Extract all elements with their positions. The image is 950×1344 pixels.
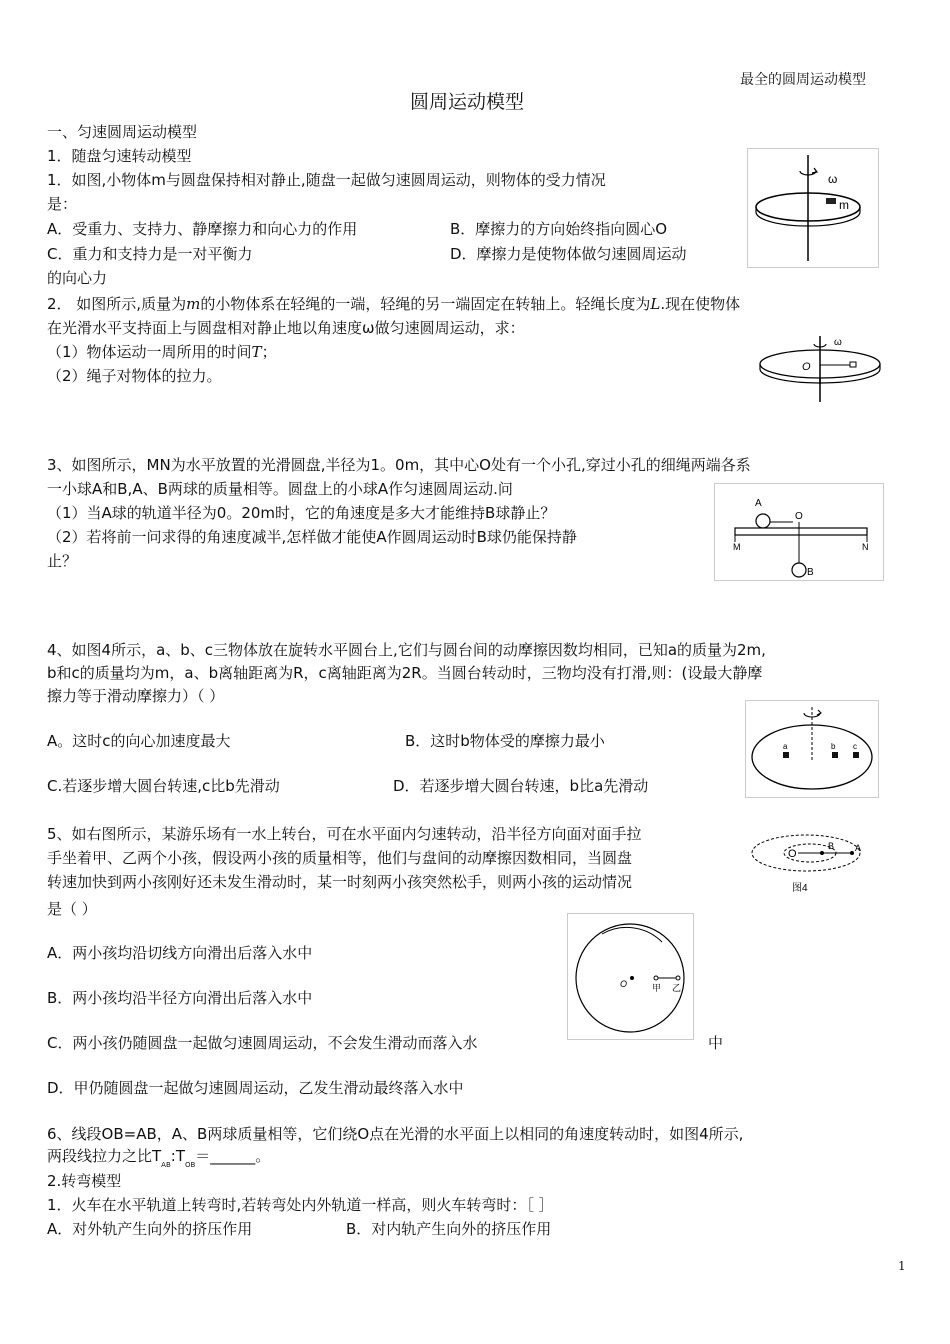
running-header: 最全的圆周运动模型 bbox=[740, 72, 866, 88]
q2-stem-line1 bbox=[47, 294, 740, 314]
q6-subscript-ab: AB bbox=[161, 1161, 171, 1169]
q2-part1 bbox=[47, 342, 277, 362]
q5-option-b: B．两小孩均沿半径方向滑出后落入水中 bbox=[47, 989, 313, 1007]
q3-fig-b-label: B bbox=[807, 567, 814, 578]
q6-fig-a-label: A bbox=[855, 843, 862, 853]
q6-subscript-ob: OB bbox=[184, 1161, 196, 1169]
section-heading: 一、匀速圆周运动模型 bbox=[47, 123, 198, 141]
q7-option-b: B．对内轨产生向外的挤压作用 bbox=[346, 1220, 552, 1238]
q1-stem-line2: 是： bbox=[47, 195, 78, 213]
q6-fig-b-label: B bbox=[828, 841, 835, 851]
q4-stem-line2: b和c的质量均为m，a、b离轴距离为R，c离轴距离为2R。当圆台转动时，三物均没有打滑,则：(设最大静摩 bbox=[47, 664, 763, 682]
q5-fig-yi-label: 乙 bbox=[672, 983, 682, 993]
q2-period-symbol: T bbox=[251, 343, 262, 361]
q5-option-d: D．甲仍随圆盘一起做匀速圆周运动，乙发生滑动最终落入水中 bbox=[47, 1079, 464, 1097]
page-number: 1 bbox=[898, 1259, 906, 1273]
q2-part1-end: ； bbox=[261, 343, 277, 361]
q2-text-a: 2． 如图所示,质量为 bbox=[47, 295, 187, 313]
q2-text-c: .现在使物体 bbox=[660, 295, 741, 313]
q2-mass-symbol: m bbox=[186, 295, 201, 313]
q3-stem-line1: 3、如图所示，MN为水平放置的光滑圆盘,半径为1。0m，其中心O处有一个小孔,穿过小孔的细绳两端各系 bbox=[47, 456, 751, 474]
q6-ratio-text: 两段线拉力之比T bbox=[47, 1147, 162, 1165]
q2-length-symbol: L bbox=[650, 295, 661, 313]
q2-text-b: 的小物体系在轻绳的一端，轻绳的另一端固定在转轴上。轻绳长度为 bbox=[200, 295, 651, 313]
q5-option-c: C．两小孩仍随圆盘一起做匀速圆周运动，不会发生滑动而落入水 bbox=[47, 1034, 478, 1052]
q7-stem: 1．火车在水平轨道上转弯时,若转弯处内外轨道一样高，则火车转弯时：［ ］ bbox=[47, 1196, 554, 1214]
q5-stem-line1: 5、如右图所示，某游乐场有一水上转台，可在水平面内匀速转动，沿半径方向面对面手拉 bbox=[47, 825, 642, 843]
q3-stem-line2: 一小球A和B,A、B两球的质量相等。圆盘上的小球A作匀速圆周运动.问 bbox=[47, 480, 513, 498]
q3-fig-n-label: N bbox=[862, 542, 869, 552]
q5-stem-line4: 是（ ） bbox=[47, 900, 97, 918]
q1-option-d: D．摩擦力是使物体做匀速圆周运动 bbox=[450, 245, 687, 263]
q3-fig-a-label: A bbox=[755, 498, 762, 509]
q1-option-a: A．受重力、支持力、静摩擦力和向心力的作用 bbox=[47, 220, 358, 238]
q4-fig-c-label: c bbox=[853, 742, 857, 751]
q3-fig-m-label: M bbox=[733, 542, 741, 552]
q5-figure-water-turntable bbox=[567, 913, 694, 1040]
q4-option-d: D．若逐步增大圆台转速，b比a先滑动 bbox=[393, 777, 649, 795]
subsection-heading: 1．随盘匀速转动模型 bbox=[47, 147, 192, 165]
q5-fig-o-label: O bbox=[620, 979, 628, 989]
q4-stem-line3: 擦力等于滑动摩擦力）（ ） bbox=[47, 687, 225, 705]
q3-part2: （2）若将前一问求得的角速度减半,怎样做才能使A作圆周运动时B球仍能保持静 bbox=[47, 528, 577, 546]
q2-part1-text: （1）物体运动一周所用的时间 bbox=[47, 343, 252, 361]
section-heading-turning: 2.转弯模型 bbox=[47, 1172, 122, 1190]
q1-option-c: C．重力和支持力是一对平衡力 bbox=[47, 245, 253, 263]
q2-part2: （2）绳子对物体的拉力。 bbox=[47, 367, 222, 385]
q4-figure-turntable-abc bbox=[745, 700, 879, 798]
q1-option-b: B．摩擦力的方向始终指向圆心O bbox=[450, 220, 668, 238]
q1-stem-line1: 1．如图,小物体m与圆盘保持相对静止,随盘一起做匀速圆周运动，则物体的受力情况 bbox=[47, 171, 606, 189]
q6-fig-o-label: O bbox=[788, 848, 797, 860]
q3-figure-disc-with-hanging-ball bbox=[714, 483, 884, 581]
q7-option-a: A．对外轨产生向外的挤压作用 bbox=[47, 1220, 253, 1238]
q4-stem-line1: 4、如图4所示，a、b、c三物体放在旋转水平圆台上,它们与圆台间的动摩擦因数均相同，已知a的质量为2m, bbox=[47, 641, 766, 659]
q6-ratio-colon: :T bbox=[170, 1147, 185, 1165]
q3-part2-continued: 止？ bbox=[47, 552, 78, 570]
q4-fig-a-label: a bbox=[783, 742, 788, 751]
q5-option-c-end: 中 bbox=[708, 1034, 724, 1052]
q5-stem-line3: 转速加快到两小孩刚好还未发生滑动时，某一时刻两小孩突然松手，则两小孩的运动情况 bbox=[47, 873, 633, 891]
q6-fig-caption: 图4 bbox=[792, 883, 808, 894]
q6-stem-line1: 6、线段OB=AB，A、B两球质量相等，它们绕O点在光滑的水平面上以相同的角速度转动时，如图4所示, bbox=[47, 1125, 744, 1143]
q1-figure-rotating-disc bbox=[747, 148, 879, 268]
q3-part1: （1）当A球的轨道半径为0。20m时，它的角速度是多大才能维持B球静止？ bbox=[47, 504, 556, 522]
q2-fig-o-label: O bbox=[802, 361, 811, 373]
q1-fig-omega-label: ω bbox=[828, 172, 838, 186]
q5-option-a: A．两小孩均沿切线方向滑出后落入水中 bbox=[47, 944, 313, 962]
q5-stem-line2: 手坐着甲、乙两个小孩，假设两小孩的质量相等，他们与盘间的动摩擦因数相同，当圆盘 bbox=[47, 849, 633, 867]
page-title: 圆周运动模型 bbox=[410, 91, 525, 113]
q1-option-d-continued: 的向心力 bbox=[47, 269, 108, 287]
q3-fig-o-label: O bbox=[795, 511, 803, 522]
q4-fig-b-label: b bbox=[831, 742, 836, 751]
q2-fig-omega-label: ω bbox=[834, 337, 842, 348]
q1-fig-m-label: m bbox=[839, 198, 849, 212]
q4-option-b: B．这时b物体受的摩擦力最小 bbox=[405, 732, 605, 750]
q6-figure-small-ellipse bbox=[748, 827, 864, 899]
q6-answer-blank: ＝______。 bbox=[195, 1147, 271, 1165]
q2-stem-line2: 在光滑水平支持面上与圆盘相对静止地以角速度ω做匀速圆周运动，求： bbox=[47, 319, 525, 337]
q4-option-c: C.若逐步增大圆台转速,c比b先滑动 bbox=[47, 777, 280, 795]
q2-figure-disc-with-string bbox=[752, 332, 892, 404]
q4-option-a: A。这时c的向心加速度最大 bbox=[47, 732, 231, 750]
q5-fig-jia-label: 甲 bbox=[652, 983, 662, 993]
